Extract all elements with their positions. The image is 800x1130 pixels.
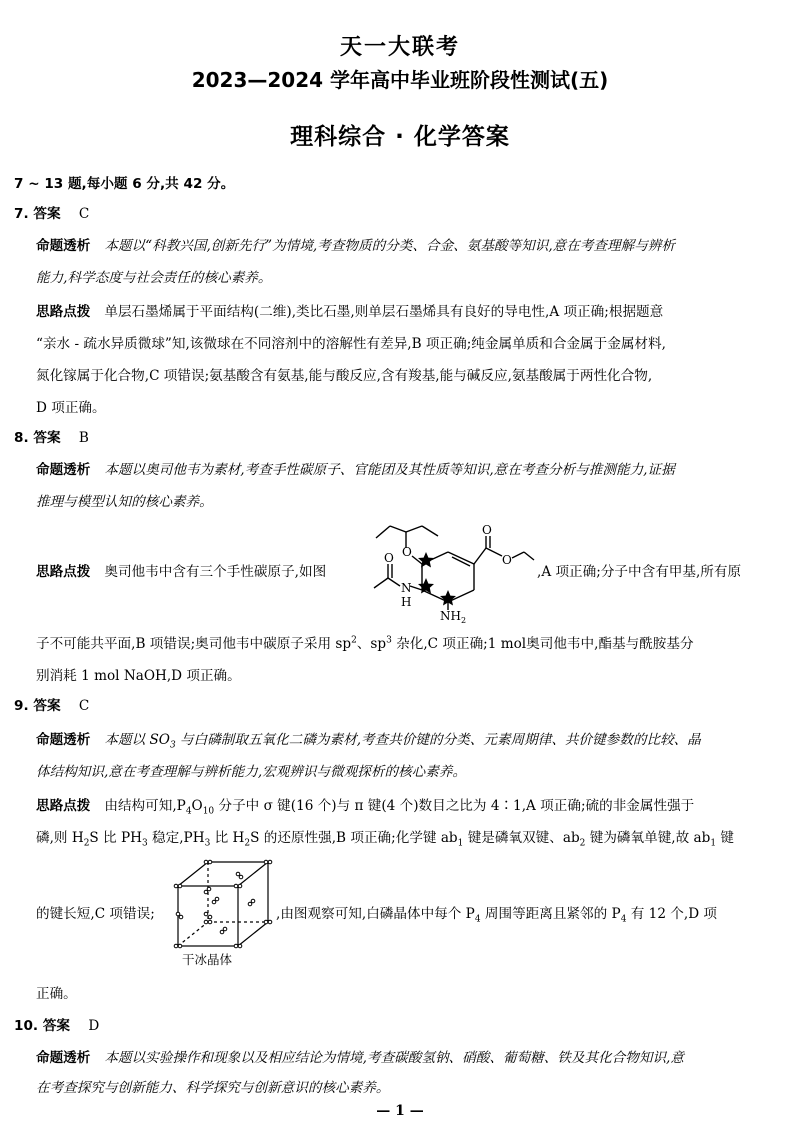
subject-title: 理科综合 · 化学答案	[290, 124, 510, 150]
q9-answer-line	[14, 696, 89, 716]
q7-answer-line	[14, 204, 89, 224]
crystal-caption: 干冰晶体	[182, 952, 233, 967]
q9-hint-line1: 思路点拨 由结构可知$,P_4O_{10}$ 分子中 σ 键(16 个)与 π 键(4 个)数目之比为 4∶1,A 项正确;硫的非金属性强于	[36, 798, 695, 817]
q7-hint-line1: 思路点拨 单层石墨烯属于平面结构(二维),类比石墨,则单层石墨烯具有良好的导电性,A 项正确;根据题意	[36, 304, 664, 320]
q7-answer: C	[78, 206, 90, 222]
q7-hint-line3: 氮化镓属于化合物,C 项错误;氨基酸含有氨基,能与酸反应,含有羧基,能与碱反应,氨基酸属于两性化合物,	[36, 368, 653, 384]
mol-o2-label: O	[482, 523, 492, 537]
q7-hint-line2: “亲水 - 疏水异质微球”知,该微球在不同溶剂中的溶解性有差异,B 项正确;纯金属单质和合金属于金属材料,	[36, 336, 666, 352]
q9-hint-line3-left: 的键长短,C 项错误;	[36, 906, 155, 922]
q8-hint-line1-right: ,A 项正确;分子中含有甲基,所有原	[537, 564, 742, 580]
q10-answer: D	[88, 1018, 100, 1034]
analysis-label: 命题透析	[36, 1050, 91, 1066]
q8-analysis-line1: 命题透析 本题以奥司他韦为素材,考查手性碳原子、官能团及其性质等知识,意在考查分析与推测能力,证据	[36, 462, 675, 478]
exam-title: 2023—2024 学年高中毕业班阶段性测试(五)	[191, 68, 609, 92]
mol-o4-label: O	[384, 551, 394, 565]
q9-hint-line3-right: ,由图观察可知,白磷晶体中每个 $P_4$ 周围等距离且紧邻的 $P_4$ 有 12 个,D 项	[276, 906, 718, 925]
page-number: — 1 —	[376, 1103, 424, 1119]
q9-head: 9. 答案	[14, 698, 61, 714]
q8-analysis-line2: 推理与模型认知的核心素养。	[36, 494, 213, 510]
q9-hint-line4: 正确。	[36, 986, 77, 1002]
q8-answer: B	[78, 430, 89, 446]
chiral-star-icon	[418, 552, 434, 568]
intro-line: 7 ~ 13 题,每小题 6 分,共 42 分。	[14, 176, 235, 192]
analysis-label: 命题透析	[36, 462, 91, 478]
q8-hint-line3: 别消耗 1 mol NaOH,D 项正确。	[36, 668, 241, 684]
q7-head: 7. 答案	[14, 206, 61, 222]
mol-h-label: H	[401, 595, 412, 609]
mol-o1-label: O	[402, 545, 412, 559]
q8-hint-line1-left: 思路点拨 奥司他韦中含有三个手性碳原子,如图	[36, 564, 327, 580]
q10-analysis-line1: 命题透析 本题以实验操作和现象以及相应结论为情境,考查碳酸氢钠、硝酸、葡萄糖、铁及其化合物知识,意	[36, 1050, 684, 1066]
dry-ice-crystal-diagram	[170, 856, 274, 956]
q7-analysis-line2: 能力,科学态度与社会责任的核心素养。	[36, 270, 272, 286]
q8-answer-line	[14, 428, 89, 448]
analysis-label: 命题透析	[36, 238, 91, 254]
q10-answer-line	[14, 1016, 99, 1036]
q8-hint-line2: 子不可能共平面,B 项错误;奥司他韦中碳原子采用 $sp^2$、$sp^3$ 杂化,C 项正确;1 mol奥司他韦中,酯基与酰胺基分	[36, 635, 694, 652]
hint-label: 思路点拨	[36, 798, 91, 814]
q9-hint-line2: 磷,则 $H_2S$ 比 $PH_3$ 稳定$,PH_3$ 比 $H_2S$ 的还原性强,B 项正确;化学键 $ab_1$ 键是磷氧双键、$ab_2$ 键为磷氧单键,故 $ab_1$ 键	[36, 830, 734, 849]
hint-label: 思路点拨	[36, 304, 91, 320]
q9-answer: C	[78, 698, 90, 714]
q7-hint-line4: D 项正确。	[36, 400, 106, 416]
hint-label: 思路点拨	[36, 564, 91, 580]
q10-analysis-line2: 在考查探究与创新能力、科学探究与创新意识的核心素养。	[36, 1080, 390, 1096]
q7-analysis-line1: 命题透析 本题以“科教兴国,创新先行”为情境,考查物质的分类、合金、氨基酸等知识,意在考查理解与辨析	[36, 238, 675, 254]
analysis-label: 命题透析	[36, 732, 91, 748]
org-title: 天一大联考	[339, 35, 460, 60]
mol-nh2-label: $NH_2$	[440, 609, 467, 624]
q10-head: 10. 答案	[14, 1018, 71, 1034]
q9-analysis-line1: 命题透析 本题以 $SO_3$ 与白磷制取五氧化二磷为素材,考查共价键的分类、元素周期律、共价键参数的比较、晶	[36, 732, 701, 751]
mol-o3-label: O	[502, 553, 512, 567]
q8-head: 8. 答案	[14, 430, 61, 446]
mol-n-label: N	[401, 581, 412, 595]
oseltamivir-structure	[368, 508, 536, 624]
q9-analysis-line2: 体结构知识,意在考查理解与辨析能力,宏观辨识与微观探析的核心素养。	[36, 764, 467, 780]
